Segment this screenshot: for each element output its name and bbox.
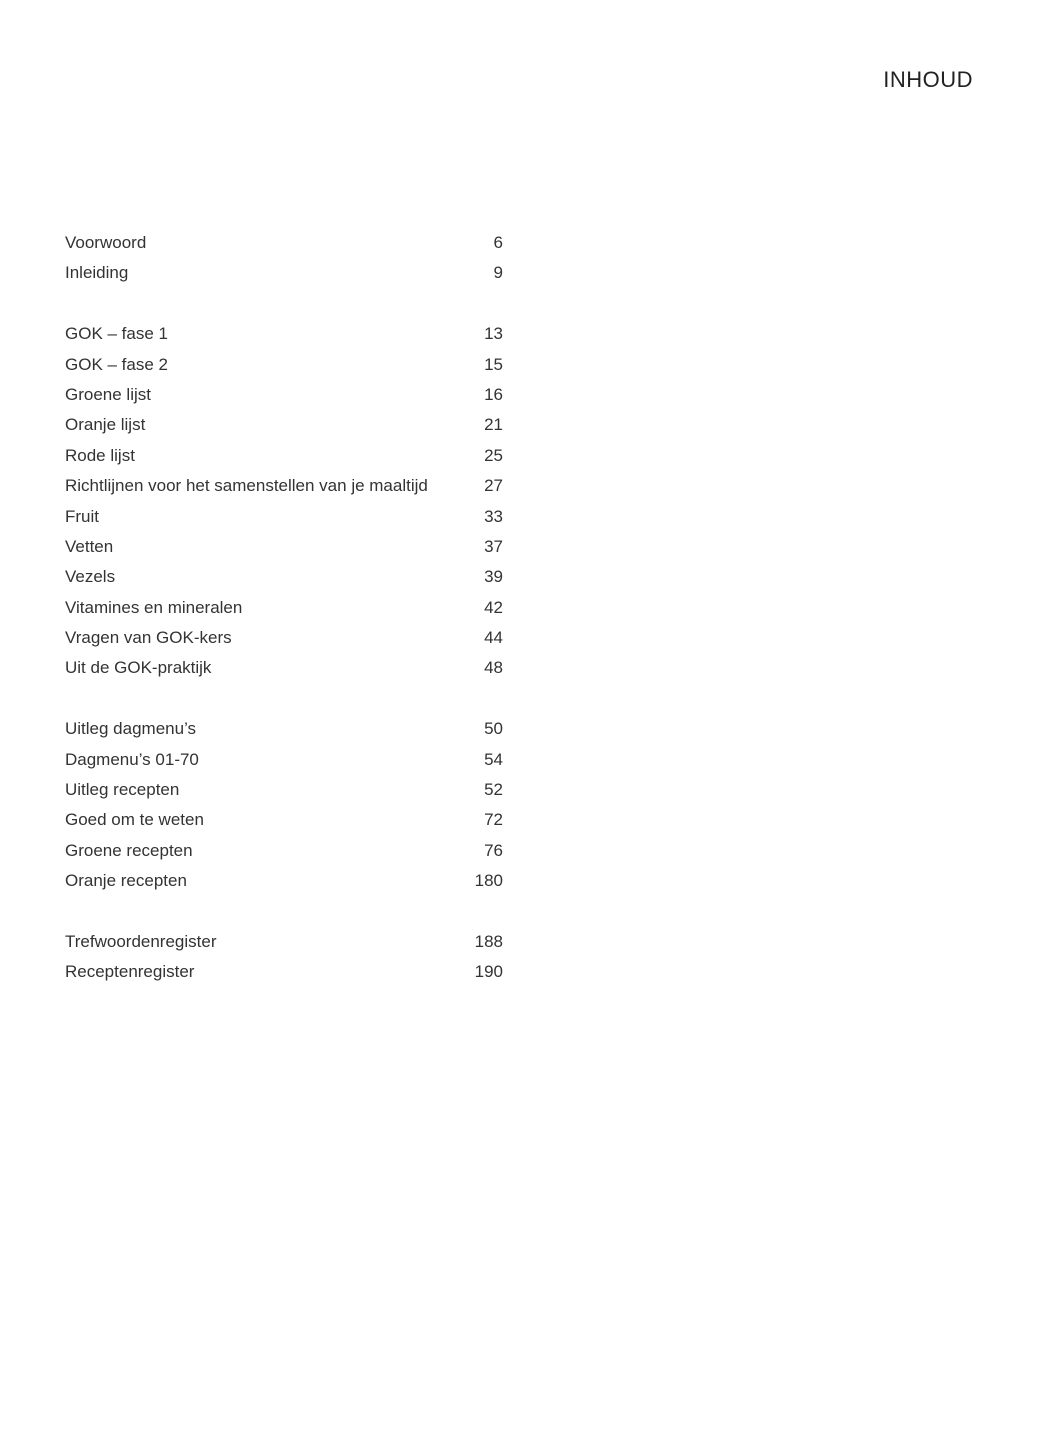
toc-entry-title: GOK – fase 1 (65, 324, 168, 344)
toc-entry-title: Uit de GOK-praktijk (65, 658, 212, 678)
toc-entry[interactable] (65, 623, 503, 653)
toc-entry[interactable] (65, 957, 503, 987)
toc-entry-title: Vetten (65, 536, 114, 556)
toc-entry-title: Trefwoordenregister (65, 931, 217, 951)
toc-entry-page: 48 (484, 658, 503, 678)
toc-entry[interactable] (65, 380, 503, 410)
toc-entry-title: Voorwoord (65, 233, 147, 252)
toc-entry-page: 188 (474, 931, 503, 951)
toc-entry-page: 72 (484, 810, 503, 830)
toc-entry-title: Uitleg dagmenu’s (65, 719, 197, 739)
toc-entry-page: 44 (484, 628, 503, 648)
toc-entry[interactable] (65, 805, 503, 835)
toc-entry[interactable] (65, 502, 503, 532)
toc-entry-title: Inleiding (65, 263, 129, 283)
toc-entry[interactable] (65, 593, 503, 623)
toc-entry-page: 52 (484, 780, 503, 800)
toc-entry-page: 76 (484, 840, 503, 860)
toc-entry-page: 42 (484, 597, 503, 617)
toc-entry-page: 37 (484, 536, 503, 556)
toc-entry-page: 27 (484, 476, 503, 496)
toc-entry[interactable] (65, 745, 503, 775)
toc-entry-page: 33 (484, 506, 503, 526)
toc-group (65, 319, 503, 684)
toc-entry-title: Oranje lijst (65, 415, 146, 435)
toc-entry-page: 16 (484, 384, 503, 404)
table-of-contents (65, 228, 503, 1018)
toc-entry[interactable] (65, 653, 503, 683)
toc-entry[interactable] (65, 836, 503, 866)
toc-entry[interactable] (65, 866, 503, 896)
toc-entry-page: 9 (493, 263, 503, 283)
toc-entry-page: 54 (484, 749, 503, 769)
toc-entry-page: 190 (474, 962, 503, 982)
toc-entry-title: Vitamines en mineralen (65, 597, 243, 617)
toc-entry-title: Vragen van GOK-kers (65, 628, 232, 648)
toc-entry[interactable] (65, 471, 503, 501)
toc-entry[interactable] (65, 319, 503, 349)
toc-entry-title: Groene recepten (65, 840, 193, 860)
toc-group (65, 927, 503, 988)
toc-entry[interactable] (65, 441, 503, 471)
toc-entry[interactable] (65, 927, 503, 957)
toc-entry-page: 21 (484, 415, 503, 435)
toc-entry[interactable] (65, 258, 503, 288)
toc-entry-title: GOK – fase 2 (65, 354, 168, 374)
toc-entry-page: 25 (484, 445, 503, 465)
toc-entry-title: Goed om te weten (65, 810, 204, 830)
toc-entry-title: Fruit (65, 506, 99, 526)
toc-entry[interactable] (65, 532, 503, 562)
toc-entry-title: Uitleg recepten (65, 780, 180, 800)
toc-group (65, 228, 503, 289)
toc-entry-page: 39 (484, 567, 503, 587)
toc-entry-title: Vezels (65, 567, 116, 587)
toc-entry-page: 6 (493, 233, 503, 252)
toc-entry-title: Rode lijst (65, 445, 135, 465)
toc-entry[interactable] (65, 350, 503, 380)
toc-entry-title: Groene lijst (65, 384, 151, 404)
toc-entry-page: 13 (484, 324, 503, 344)
toc-entry[interactable] (65, 714, 503, 744)
toc-entry-title: Oranje recepten (65, 871, 187, 891)
toc-entry-page: 15 (484, 354, 503, 374)
toc-entry-page: 180 (474, 871, 503, 891)
toc-entry[interactable] (65, 410, 503, 440)
toc-entry[interactable] (65, 562, 503, 592)
toc-entry-page: 50 (484, 719, 503, 739)
toc-entry[interactable] (65, 775, 503, 805)
toc-entry[interactable] (65, 228, 503, 258)
toc-entry-title: Richtlijnen voor het samenstellen van je maaltijd (65, 476, 428, 496)
toc-group (65, 714, 503, 896)
toc-entry-title: Dagmenu’s 01-70 (65, 749, 199, 769)
toc-entry-title: Receptenregister (65, 962, 195, 982)
page-title: INHOUD (883, 67, 973, 92)
